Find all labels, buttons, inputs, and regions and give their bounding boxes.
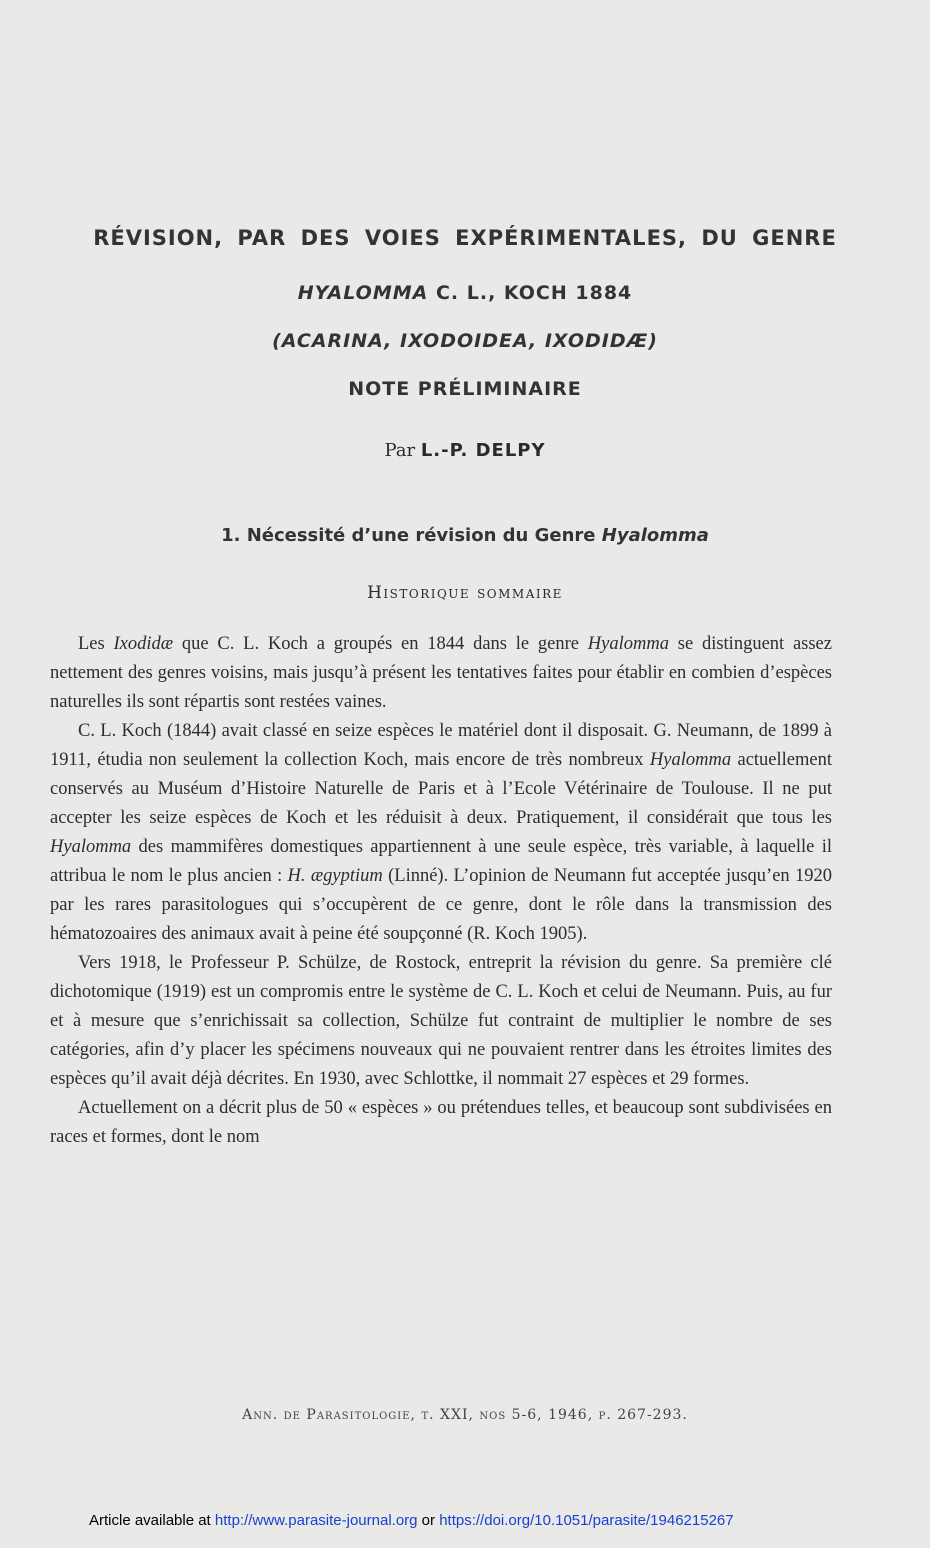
text-run: des mammifères domestiques appartiennent à une seule espèce, très variable, à laquelle il attribua le nom le plus ancien : [50, 837, 832, 886]
byline-prefix: Par [384, 440, 421, 461]
subsection-heading: Historique sommaire [367, 583, 563, 603]
availability-or: or [417, 1512, 440, 1529]
text-run: C. L. Koch (1844) avait classé en seize espèces le matériel dont il disposait. G. Neumann, de 1899 à 1911, étudia non seulement la collection Koch, mais encore de très nombreux [50, 721, 832, 770]
section-heading-genus: Hyalomma [601, 525, 709, 546]
italic-term: Ixodidæ [113, 634, 174, 654]
doi-link[interactable]: https://doi.org/10.1051/parasite/1946215267 [439, 1512, 734, 1529]
paragraph [50, 717, 832, 949]
body-text [50, 630, 832, 1152]
title-authority: C. L., KOCH 1884 [428, 282, 633, 304]
text-run: (Linné). L’opinion de Neumann fut acceptée jusqu’en 1920 par les rares parasitologues qui s’occupèrent de ce genre, dont le rôle dans la transmission des hématozoaires des animaux avait à peine été soupçonné (R. Koch 1905). [50, 866, 832, 944]
text-run: que C. L. Koch a groupés en 1844 dans le genre [173, 634, 588, 654]
availability-note [89, 1512, 734, 1529]
journal-link[interactable]: http://www.parasite-journal.org [214, 1512, 418, 1529]
section-heading-text: 1. Nécessité d’une révision du Genre [221, 525, 602, 546]
text-run: Les [78, 634, 114, 654]
text-run: actuellement conservés au Muséum d’Histoire Naturelle de Paris et à l’Ecole Vétérinaire de Toulouse. Il ne put accepter les seize espèces de Koch et les réduisit à deux. Pratiquement, il considérait que tous les [50, 750, 832, 828]
italic-term: Hyalomma [649, 750, 732, 770]
title-line-4: NOTE PRÉLIMINAIRE [348, 378, 582, 400]
title-line-2 [0, 282, 930, 304]
author-name: L.-P. DELPY [420, 440, 546, 461]
italic-term: Hyalomma [50, 837, 132, 857]
section-heading [0, 525, 930, 546]
title-line-3: (ACARINA, IXODOIDEA, IXODIDÆ) [272, 330, 658, 352]
italic-term: Hyalomma [587, 634, 669, 654]
title-line-1: RÉVISION, PAR DES VOIES EXPÉRIMENTALES, DU GENRE [93, 226, 837, 250]
paragraph [50, 630, 832, 717]
text-run: se distinguent assez nettement des genres voisins, mais jusqu’à présent les tentatives faites pour établir en combien d’espèces naturelles ils sont répartis sont restées vaines. [50, 634, 832, 712]
journal-reference: Ann. de Parasitologie, t. XXI, nos 5-6, 1946, p. 267-293. [242, 1407, 688, 1423]
paragraph: Vers 1918, le Professeur P. Schülze, de Rostock, entreprit la révision du genre. Sa première clé dichotomique (1919) est un compromis entre le système de C. L. Koch et celui de Neumann. Puis, au fur et à mesure que s’enrichissait sa collection, Schülze fut contraint de multiplier le nombre de ses catégories, afin d’y placer les spécimens nouveaux qui ne pouvaient rentrer dans les étroites limites des espèces qu’il avait déjà décrites. En 1930, avec Schlottke, il nommait 27 espèces et 29 formes. [50, 953, 832, 1089]
paragraph: Actuellement on a décrit plus de 50 « espèces » ou prétendues telles, et beaucoup sont subdivisées en races et formes, dont le nom [50, 1098, 832, 1147]
italic-term: H. ægyptium [287, 866, 383, 886]
availability-prefix: Article available at [89, 1512, 215, 1529]
title-genus: HYALOMMA [297, 282, 429, 304]
byline [0, 440, 930, 461]
